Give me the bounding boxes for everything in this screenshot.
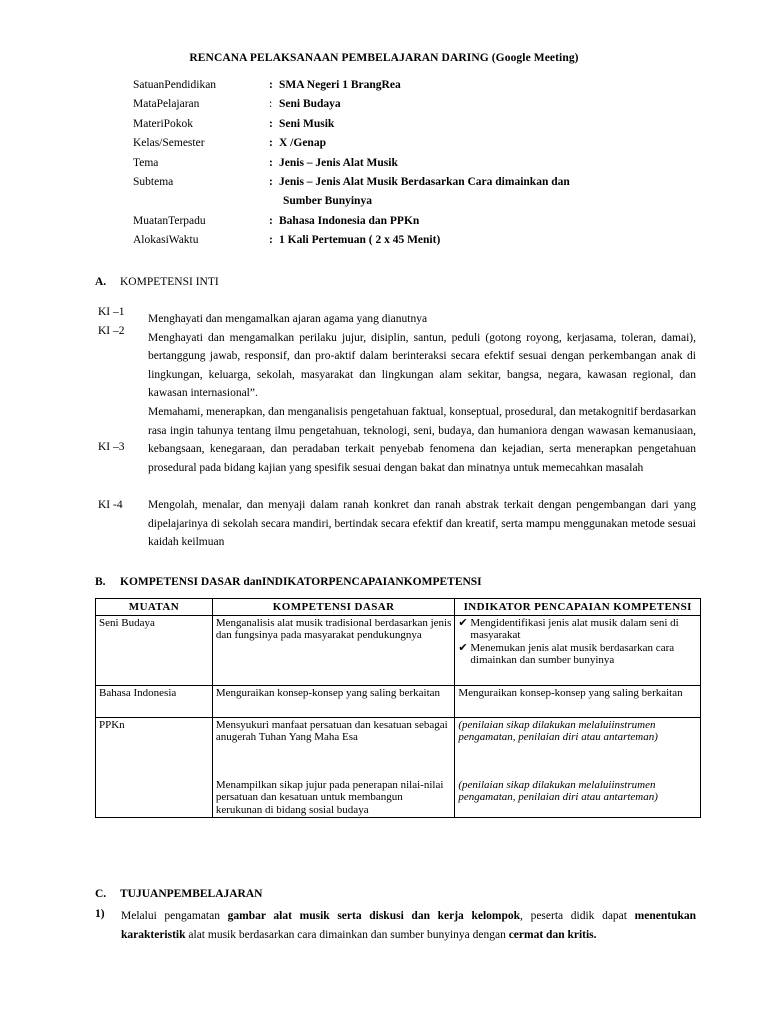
cell-kd: Menguraikan konsep-konsep yang saling berkaitan [212, 685, 455, 717]
check-icon: ✔ [458, 616, 468, 629]
identity-colon: : [269, 98, 273, 111]
section-letter: C. [95, 888, 107, 900]
cell-indicator: Menguraikan konsep-konsep yang saling berkaitan [455, 685, 701, 717]
identity-value: Seni Budaya [279, 98, 341, 111]
section-title: KOMPETENSI DASAR danINDIKATORPENCAPAIANKOMPETENSI [120, 576, 482, 588]
section-c-heading [95, 888, 262, 900]
identity-colon: : [269, 214, 273, 227]
identity-value: Seni Musik [279, 117, 335, 130]
section-letter: A. [95, 276, 107, 288]
identity-label: AlokasiWaktu [133, 234, 199, 247]
identity-value: Jenis – Jenis Alat Musik [279, 156, 398, 169]
objective-part: cermat dan kritis. [508, 929, 597, 941]
cell-indicators [455, 615, 701, 685]
identity-colon: : [269, 137, 273, 150]
ki-4-text: Mengolah, menalar, dan menyaji dalam ranah konkret dan ranah abstrak terkait dengan pengembangan dari yang dipelajarinya di sekolah secara mandiri, bertindak secara efektif dan kreatif, serta mampu menggunakan metode sesuai kaidah keilmuan [148, 499, 696, 549]
identity-label: MateriPokok [133, 117, 194, 130]
document-title: RENCANA PELAKSANAAN PEMBELAJARAN DARING (Google Meeting) [189, 52, 579, 64]
cell-muatan: Bahasa Indonesia [96, 685, 213, 717]
cell-muatan: Seni Budaya [96, 615, 213, 685]
section-title: KOMPETENSI INTI [120, 276, 219, 288]
section-a-heading [95, 276, 219, 288]
identity-colon: : [269, 156, 273, 169]
section-title: TUJUANPEMBELAJARAN [120, 888, 263, 900]
cell-kd: Menganalisis alat musik tradisional berdasarkan jenis dan fungsinya pada masyarakat pendukungnya [212, 615, 455, 685]
check-icon: ✔ [458, 641, 468, 654]
indicator-item [458, 642, 697, 667]
objective-part: , peserta didik dapat [520, 910, 635, 922]
objective-part: menentukan karakteristik [121, 910, 697, 941]
identity-label: MataPelajaran [133, 98, 200, 111]
header-indikator: INDIKATOR PENCAPAIAN KOMPETENSI [455, 599, 701, 616]
ki-label: KI –1 [98, 306, 125, 318]
indicator-text: (penilaian sikap dilakukan melaluiinstrumen pengamatan, penilaian diri atau antarteman) [458, 718, 658, 744]
identity-colon: : [269, 234, 273, 247]
section-letter: B. [95, 576, 106, 588]
kd-text: Mensyukuri manfaat persatuan dan kesatuan sebagai anugerah Tuhan Yang Maha Esa [215, 718, 448, 744]
indicator-text: Menemukan jenis alat musik berdasarkan cara dimainkan dan sumber bunyinya [470, 641, 675, 667]
header-kompetensi-dasar: KOMPETENSI DASAR [212, 599, 455, 616]
identity-value: X /Genap [279, 137, 326, 150]
indicator-text: Mengidentifikasi jenis alat musik dalam seni di masyarakat [470, 616, 679, 642]
identity-colon: : [269, 79, 273, 91]
header-muatan: MUATAN [96, 599, 213, 616]
objective-part: alat musik berdasarkan cara dimainkan dan sumber bunyinya dengan [185, 929, 509, 941]
ki-label: KI –2 [98, 325, 125, 337]
objective-part: Melalui pengamatan [121, 910, 228, 922]
competency-table [95, 598, 701, 818]
objective-number: 1) [95, 908, 105, 920]
table-row [96, 685, 701, 717]
section-b-heading [95, 576, 482, 588]
table-header-row [96, 599, 701, 616]
objective-part: gambar alat musik serta diskusi dan kerja kelompok [227, 910, 521, 922]
ki-2-text: Menghayati dan mengamalkan perilaku jujur, disiplin, santun, peduli (gotong royong, kerjasama, toleran, damai), bertanggung jawab, responsif, dan pro-aktif dalam berinteraksi secara efektif sesuai dengan perkembangan anak di lingkungan, keluarga, sekolah, masyarakat dan lingkungan alam sekitar, bangsa, negara, kawasan regional, dan kawasan internasional”. [148, 331, 696, 400]
identity-colon: : [269, 175, 273, 188]
identity-colon: : [269, 117, 273, 130]
indicator-item [458, 617, 697, 642]
cell-kd [212, 717, 455, 818]
identity-value: Sumber Bunyinya [283, 195, 372, 208]
identity-label: MuatanTerpadu [133, 214, 206, 227]
ki-label: KI –3 [98, 441, 125, 453]
indicator-text: (penilaian sikap dilakukan melaluiinstrumen pengamatan, penilaian diri atau antarteman) [458, 778, 658, 804]
table-row [96, 717, 701, 818]
cell-muatan: PPKn [96, 717, 213, 818]
ki-3-text: Memahami, menerapkan, dan menganalisis pengetahuan faktual, konseptual, prosedural, dan metakognitif berdasarkan rasa ingin tahunya tentang ilmu pengetahuan, teknologi, seni, budaya, dan humaniora dengan wawasan kemanusiaan, kebangsaan, kenegaraan, dan peradaban terkait penyebab fenomena dan kejadian, serta menerapkan pengetahuan prosedural pada bidang kajian yang spesifik sesuai dengan bakat dan minatnya untuk memecahkan masalah [148, 406, 696, 474]
identity-label: Kelas/Semester [133, 137, 205, 150]
ki-1-text: Menghayati dan mengamalkan ajaran agama yang dianutnya [148, 313, 428, 325]
identity-value: Bahasa Indonesia dan PPKn [279, 214, 420, 227]
table-row [96, 615, 701, 685]
identity-label: Subtema [133, 175, 174, 188]
kd-text: Menampilkan sikap jujur pada penerapan nilai-nilai persatuan dan kesatuan untuk membangun kerukunan di bidang sosial budaya [215, 778, 444, 816]
identity-value: SMA Negeri 1 BrangRea [279, 79, 401, 91]
identity-value: Jenis – Jenis Alat Musik Berdasarkan Cara dimainkan dan [279, 175, 570, 188]
identity-label: SatuanPendidikan [133, 79, 217, 91]
objective-text [121, 907, 696, 945]
ki-label: KI -4 [98, 499, 123, 511]
identity-value: 1 Kali Pertemuan ( 2 x 45 Menit) [279, 234, 441, 247]
identity-label: Tema [133, 156, 159, 169]
cell-indicator [455, 717, 701, 818]
